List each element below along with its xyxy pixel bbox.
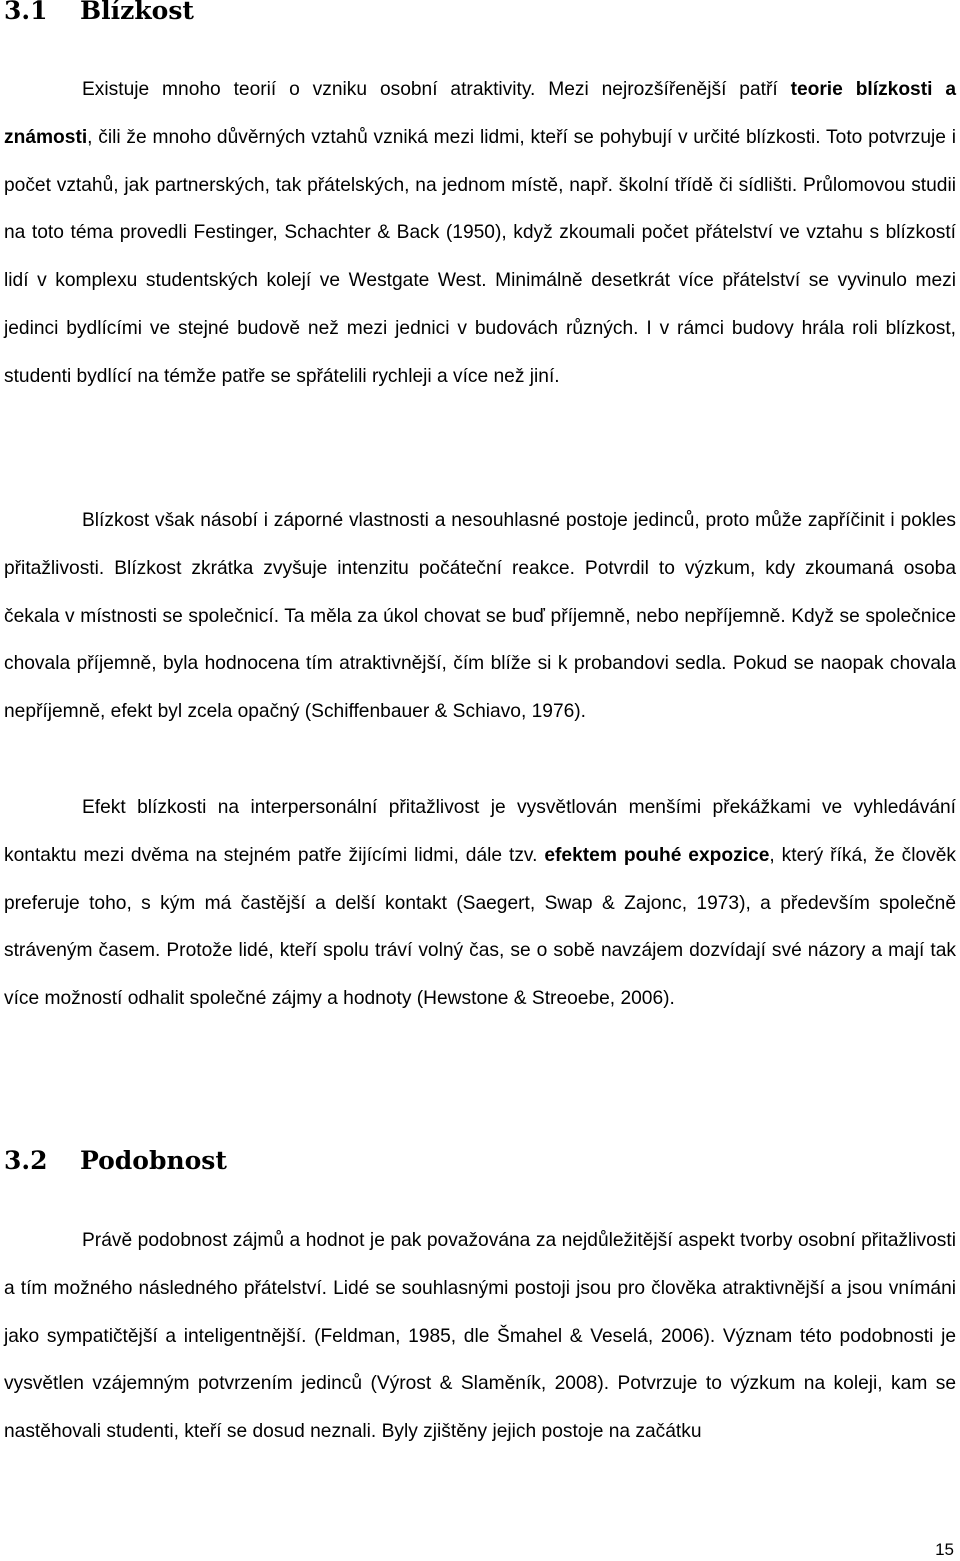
paragraph-blizkost-2: Blízkost však násobí i záporné vlastnosti a nesouhlasné postoje jedinců, proto může zapříčinit i pokles přitažlivosti. Blízkost zkrátka zvyšuje intenzitu počáteční reakce. Potvrdil to výzkum, kdy zkoumaná osoba čekala v místnosti se společnicí. Ta měla za úkol chovat se buď příjemně, nebo nepříjemně. Když se společnice chovala příjemně, byla hodnocena tím atraktivnější, čím blíže si k probandovi sedla. Pokud se naopak chovala nepříjemně, efekt byl zcela opačný (Schiffenbauer & Schiavo, 1976). [4,510,956,723]
paragraph-text: Existuje mnoho teorií o vzniku osobní atraktivity. Mezi nejrozšířenější patří [82,79,791,100]
section-number: 3.1 [4,0,48,25]
section-heading-podobnost [4,1146,227,1175]
paragraph-text: , čili že mnoho důvěrných vztahů vzniká mezi lidmi, kteří se pohybují v určité blízkosti. Toto potvrzuje i počet vztahů, jak partnerských, tak přátelských, na jednom místě, např. školní třídě či sídlišti. Průlomovou studii na toto téma provedli Festinger, Schachter & Back (1950), když zkoumali počet přátelství ve vztahu s blízkostí lidí v komplexu studentských kolejí ve Westgate West. Minimálně desetkrát více přátelství se vyvinulo mezi jedinci bydlícími ve stejné budově než mezi jednici v budovách různých. I v rámci budovy hrála roli blízkost, studenti bydlící na témže patře se spřátelili rychleji a více než jiní. [4,126,956,387]
section-heading-blizkost [4,0,194,25]
bold-term: efektem pouhé expozice [544,844,770,866]
paragraph-blizkost-1 [4,66,956,401]
section-title: Blízkost [80,0,194,25]
paragraph-text: , který říká, že člověk preferuje toho, s kým má častější a delší kontakt (Saegert, Swap & Zajonc, 1973), a především společně stráveným časem. Protože lidé, kteří spolu tráví volný čas, se o sobě navzájem dozvídají své názory a mají tak více možností odhalit společné zájmy a hodnoty (Hewstone & Streoebe, 2006). [4,844,956,1010]
page-number: 15 [935,1540,954,1559]
section-title: Podobnost [80,1146,227,1175]
bold-term: teorie blízkosti a známosti [4,79,956,148]
paragraph-blizkost-3 [4,784,956,1023]
section-number: 3.2 [4,1146,48,1175]
paragraph-podobnost-1: Právě podobnost zájmů a hodnot je pak považována za nejdůležitější aspekt tvorby osobní přitažlivosti a tím možného následného přátelství. Lidé se souhlasnými postoji jsou pro člověka atraktivnější a jsou vnímáni jako sympatičtější a inteligentnější. (Feldman, 1985, dle Šmahel & Veselá, 2006). Význam této podobnosti je vysvětlen vzájemným potvrzením jedinců (Výrost & Slaměník, 2008). Potvrzuje to výzkum na koleji, kam se nastěhovali studenti, kteří se dosud neznali. Byly zjištěny jejich postoje na začátku [4,1230,956,1443]
paragraph-text: Efekt blízkosti na interpersonální přitažlivost je vysvětlován menšími překážkami ve vyhledávání kontaktu mezi dvěma na stejném patře žijícími lidmi, dále tzv. [4,797,956,866]
